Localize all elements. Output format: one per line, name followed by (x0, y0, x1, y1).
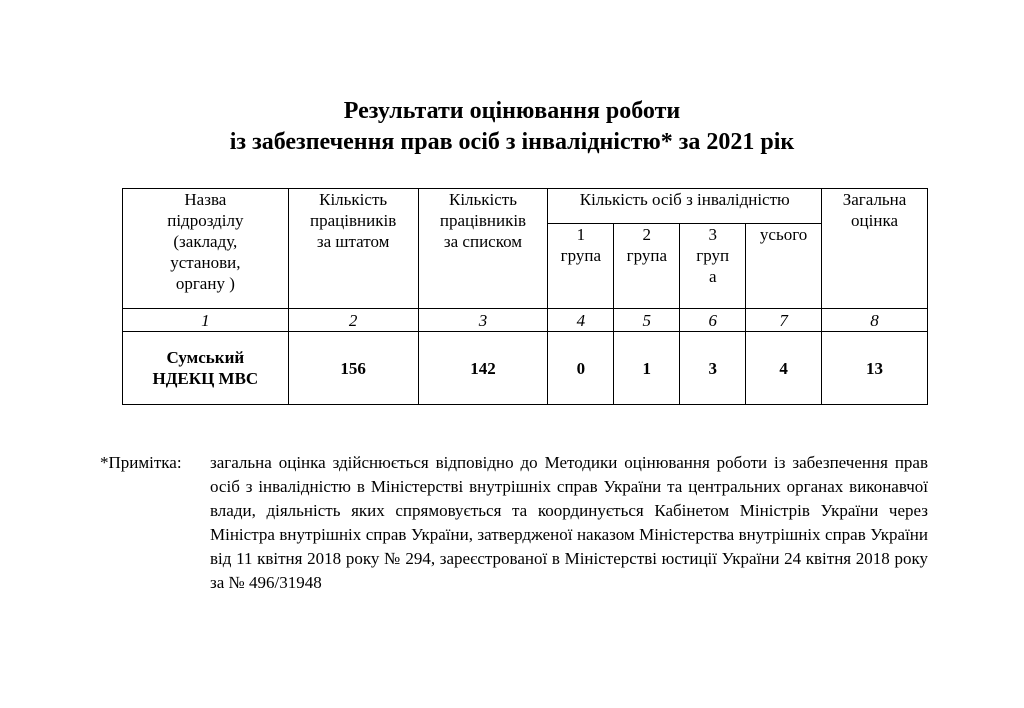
header-group-3: 3 груп а (680, 224, 746, 309)
title-line-2: із забезпечення прав осіб з інвалідністю* за 2021 рік (229, 129, 795, 155)
header-staff-by-list: Кількість працівників за списком (418, 189, 548, 309)
cell-staff-by-list: 142 (418, 332, 548, 405)
table-row (123, 332, 928, 405)
cell-total: 4 (746, 332, 822, 405)
column-number: 6 (680, 309, 746, 332)
header-row-1 (123, 189, 928, 224)
header-staff-by-schedule: Кількість працівників за штатом (288, 189, 418, 309)
footnote-label: *Примітка: (100, 453, 182, 472)
column-number: 4 (548, 309, 614, 332)
footnote-text: загальна оцінка здійснюється відповідно до Методики оцінювання роботи із забезпечення прав осіб з інвалідністю в Міністерстві внутрішніх справ України та центральних органах виконавчої влади, діяльність яких спрямовується та координується Кабінетом Міністрів України через Міністра внутрішніх справ України, затвердженої наказом Міністерства внутрішніх справ України від 11 квітня 2018 року № 294, зареєстрованої в Міністерстві юстиції України 24 квітня 2018 року за № 496/31948 (210, 453, 928, 592)
header-group-1: 1 група (548, 224, 614, 309)
cell-group-2: 1 (614, 332, 680, 405)
results-table (122, 188, 928, 405)
header-overall-score: Загальна оцінка (822, 189, 928, 309)
cell-staff-by-schedule: 156 (288, 332, 418, 405)
header-group-2: 2 група (614, 224, 680, 309)
column-number: 7 (746, 309, 822, 332)
title-line-1: Результати оцінювання роботи (343, 98, 681, 124)
column-number: 1 (123, 309, 289, 332)
cell-group-1: 0 (548, 332, 614, 405)
cell-group-3: 3 (680, 332, 746, 405)
cell-unit-name: Сумський НДЕКЦ МВС (123, 332, 289, 405)
header-disabled-count: Кількість осіб з інвалідністю (548, 189, 822, 224)
document-title (0, 96, 1024, 158)
column-number: 5 (614, 309, 680, 332)
column-number: 2 (288, 309, 418, 332)
cell-overall-score: 13 (822, 332, 928, 405)
header-total: усього (746, 224, 822, 309)
header-unit-name: Назва підрозділу (закладу, установи, органу ) (123, 189, 289, 309)
column-number: 3 (418, 309, 548, 332)
column-number-row (123, 309, 928, 332)
column-number: 8 (822, 309, 928, 332)
